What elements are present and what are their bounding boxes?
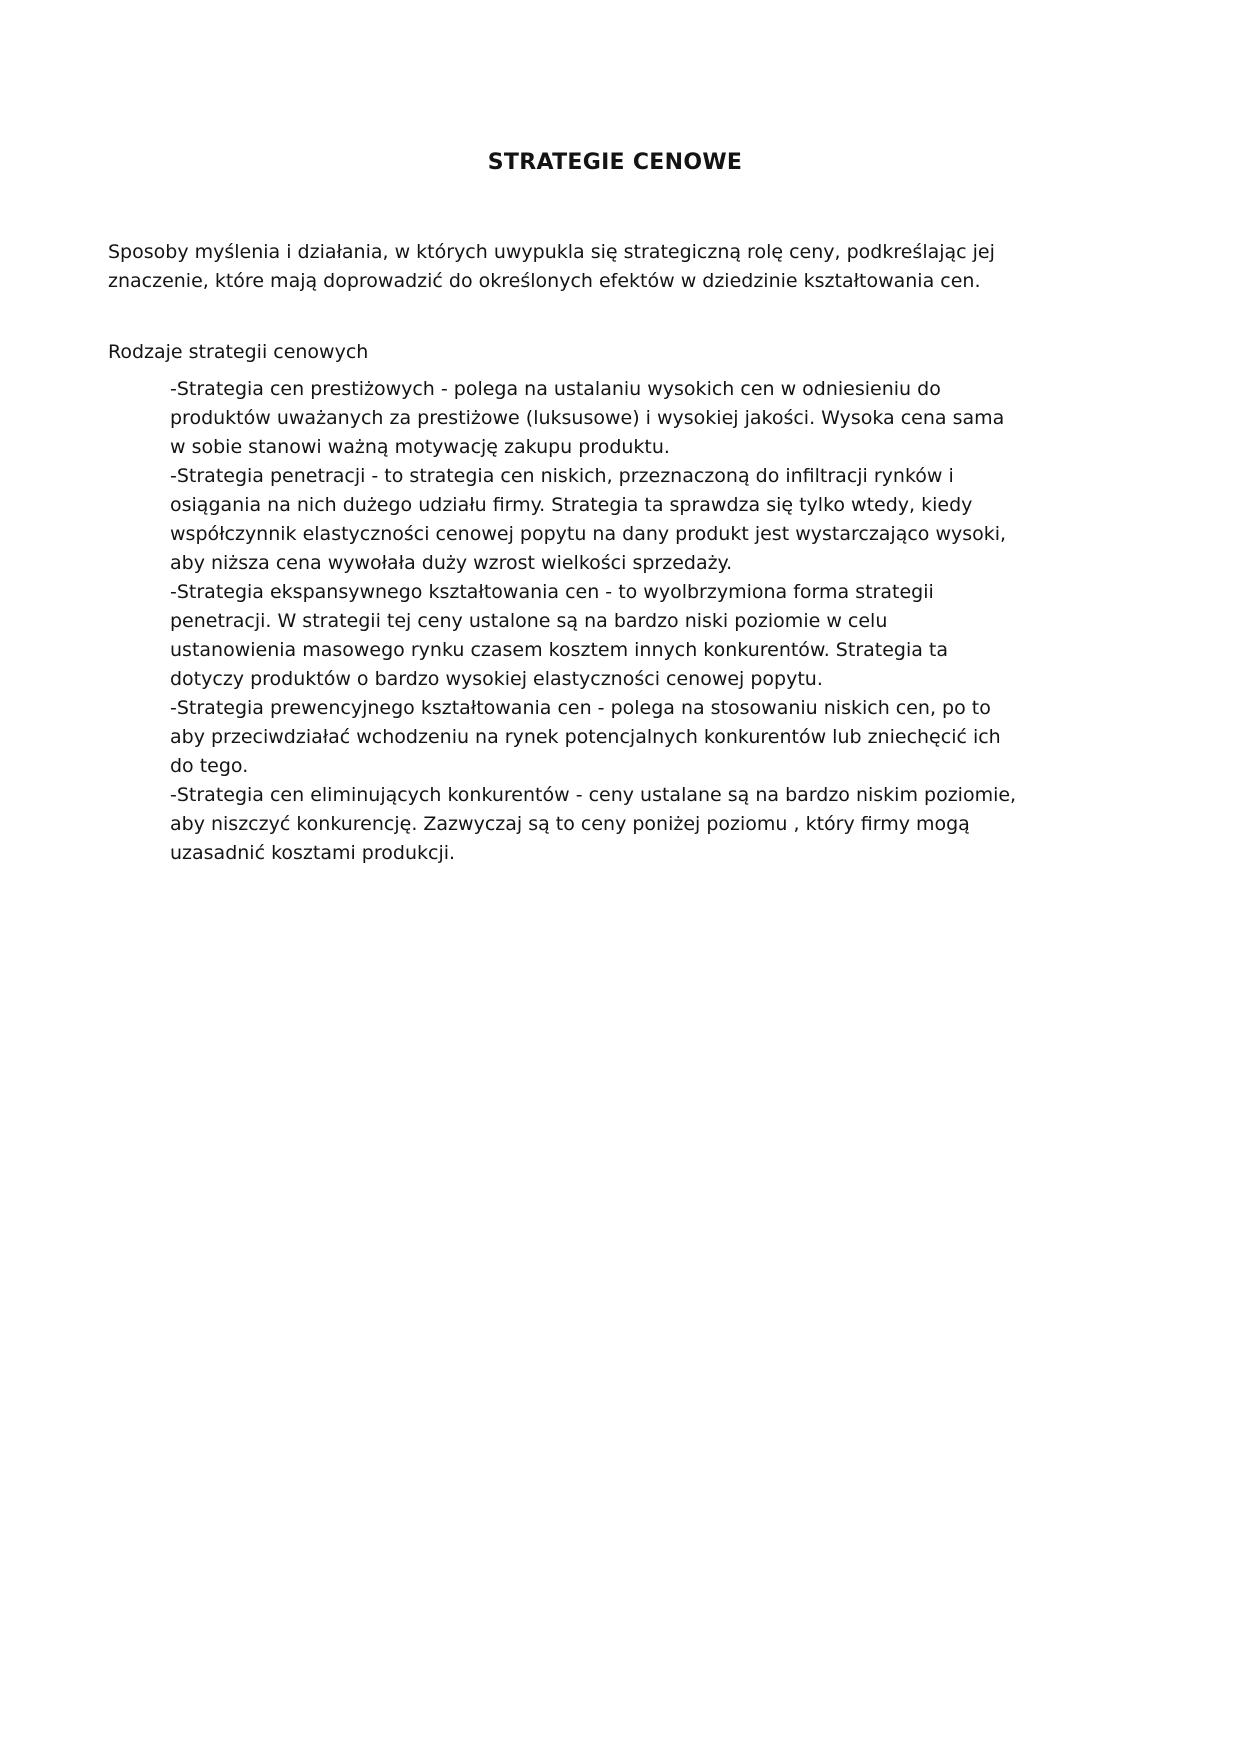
intro-paragraph: Sposoby myślenia i działania, w których uwypukla się strategiczną rolę ceny, podkreślając jej znaczenie, które mają doprowadzić do określonych efektów w dziedzinie kształtowania cen. <box>108 241 995 292</box>
strategy-item-prestige: -Strategia cen prestiżowych - polega na ustalaniu wysokich cen w odniesieniu do produktów uważanych za prestiżowe (luksusowe) i wysokiej jakości. Wysoka cena sama w sobie stanowi ważną motywację zakupu produktu. <box>170 378 1005 458</box>
strategy-item-eliminating: -Strategia cen eliminujących konkurentów - ceny ustalane są na bardzo niskim poziomie, aby niszczyć konkurencję. Zazwyczaj są to ceny poniżej poziomu , który firmy mogą uzasadnić kosztami produkcji. <box>170 784 1017 864</box>
section-heading: Rodzaje strategii cenowych <box>108 341 369 363</box>
strategy-item-penetration: -Strategia penetracji - to strategia cen niskich, przeznaczoną do infiltracji rynków i osiągania na nich dużego udziału firmy. Strategia ta sprawdza się tylko wtedy, kiedy współczynnik elastyczności cenowej popytu na dany produkt jest wystarczająco wysoki, aby niższa cena wywołała duży wzrost wielkości sprzedaży. <box>170 465 1007 574</box>
strategy-item-preventive: -Strategia prewencyjnego kształtowania cen - polega na stosowaniu niskich cen, po to aby przeciwdziałać wchodzeniu na rynek potencjalnych konkurentów lub zniechęcić ich do tego. <box>170 697 1001 777</box>
strategy-list <box>170 375 1018 868</box>
strategy-item-expansive: -Strategia ekspansywnego kształtowania cen - to wyolbrzymiona forma strategii penetracji. W strategii tej ceny ustalone są na bardzo niski poziomie w celu ustanowienia masowego rynku czasem kosztem innych konkurentów. Strategia ta dotyczy produktów o bardzo wysokiej elastyczności cenowej popytu. <box>170 581 949 690</box>
document-title: STRATEGIE CENOWE <box>487 150 743 175</box>
